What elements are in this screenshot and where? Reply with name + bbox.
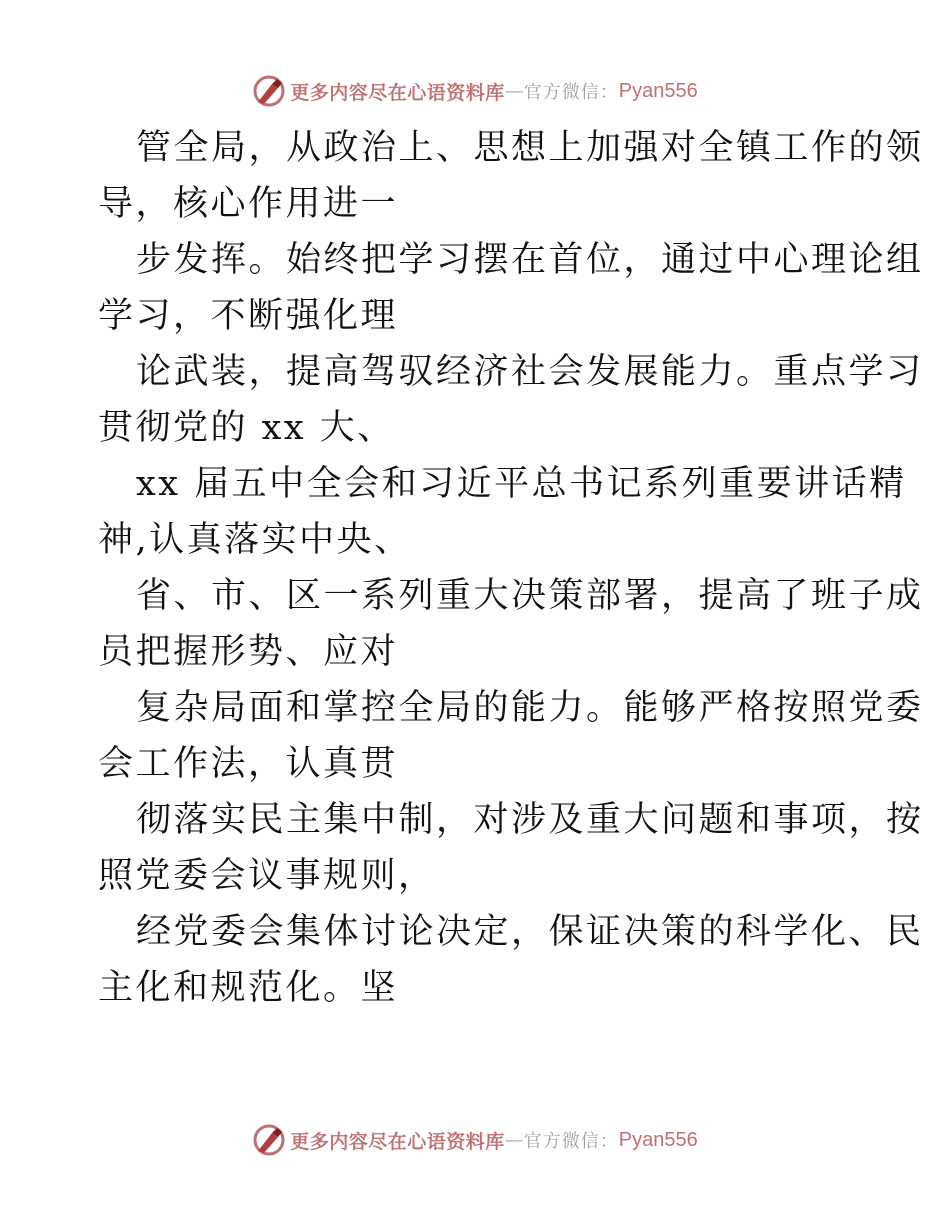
- banner-title: 更多内容尽在心语资料库: [290, 1130, 505, 1153]
- banner-wechat-id: Pyan556: [618, 79, 698, 102]
- body-line: 主化和规范化。坚: [98, 968, 399, 1008]
- body-line: 管全局，从政治上、思想上加强对全镇工作的领: [136, 128, 924, 168]
- body-line: 省、市、区一系列重大决策部署，提高了班子成: [136, 576, 924, 616]
- body-line: 会工作法，认真贯: [98, 744, 399, 784]
- body-line: 导，核心作用进一: [98, 184, 399, 224]
- header-banner: [0, 71, 950, 111]
- banner-separator: —: [504, 80, 524, 102]
- pen-logo-icon: [252, 1123, 286, 1157]
- body-line: 经党委会集体讨论决定，保证决策的科学化、民: [136, 912, 924, 952]
- banner-wechat-label: 官方微信：: [523, 82, 619, 103]
- banner-wechat-label: 官方微信：: [523, 1131, 619, 1152]
- banner-separator: —: [504, 1129, 524, 1151]
- pen-logo-icon: [252, 74, 286, 108]
- body-line: 论武装，提高驾驭经济社会发展能力。重点学习: [136, 352, 924, 392]
- body-line: 照党委会议事规则，: [98, 856, 436, 896]
- document-body: [98, 120, 924, 1016]
- body-line: xx 届五中全会和习近平总书记系列重要讲话精: [136, 464, 907, 504]
- body-line: 彻落实民主集中制，对涉及重大问题和事项，按: [136, 800, 924, 840]
- body-line: 复杂局面和掌控全局的能力。能够严格按照党委: [136, 688, 924, 728]
- footer-banner: [0, 1120, 950, 1160]
- body-line: 步发挥。始终把学习摆在首位，通过中心理论组: [136, 240, 924, 280]
- banner-title: 更多内容尽在心语资料库: [290, 81, 505, 104]
- body-line: 贯彻党的 xx 大、: [98, 408, 395, 448]
- banner-wechat-id: Pyan556: [618, 1128, 698, 1151]
- body-line: 员把握形势、应对: [98, 632, 399, 672]
- body-line: 学习，不断强化理: [98, 296, 399, 336]
- body-line: 神,认真落实中央、: [98, 520, 412, 560]
